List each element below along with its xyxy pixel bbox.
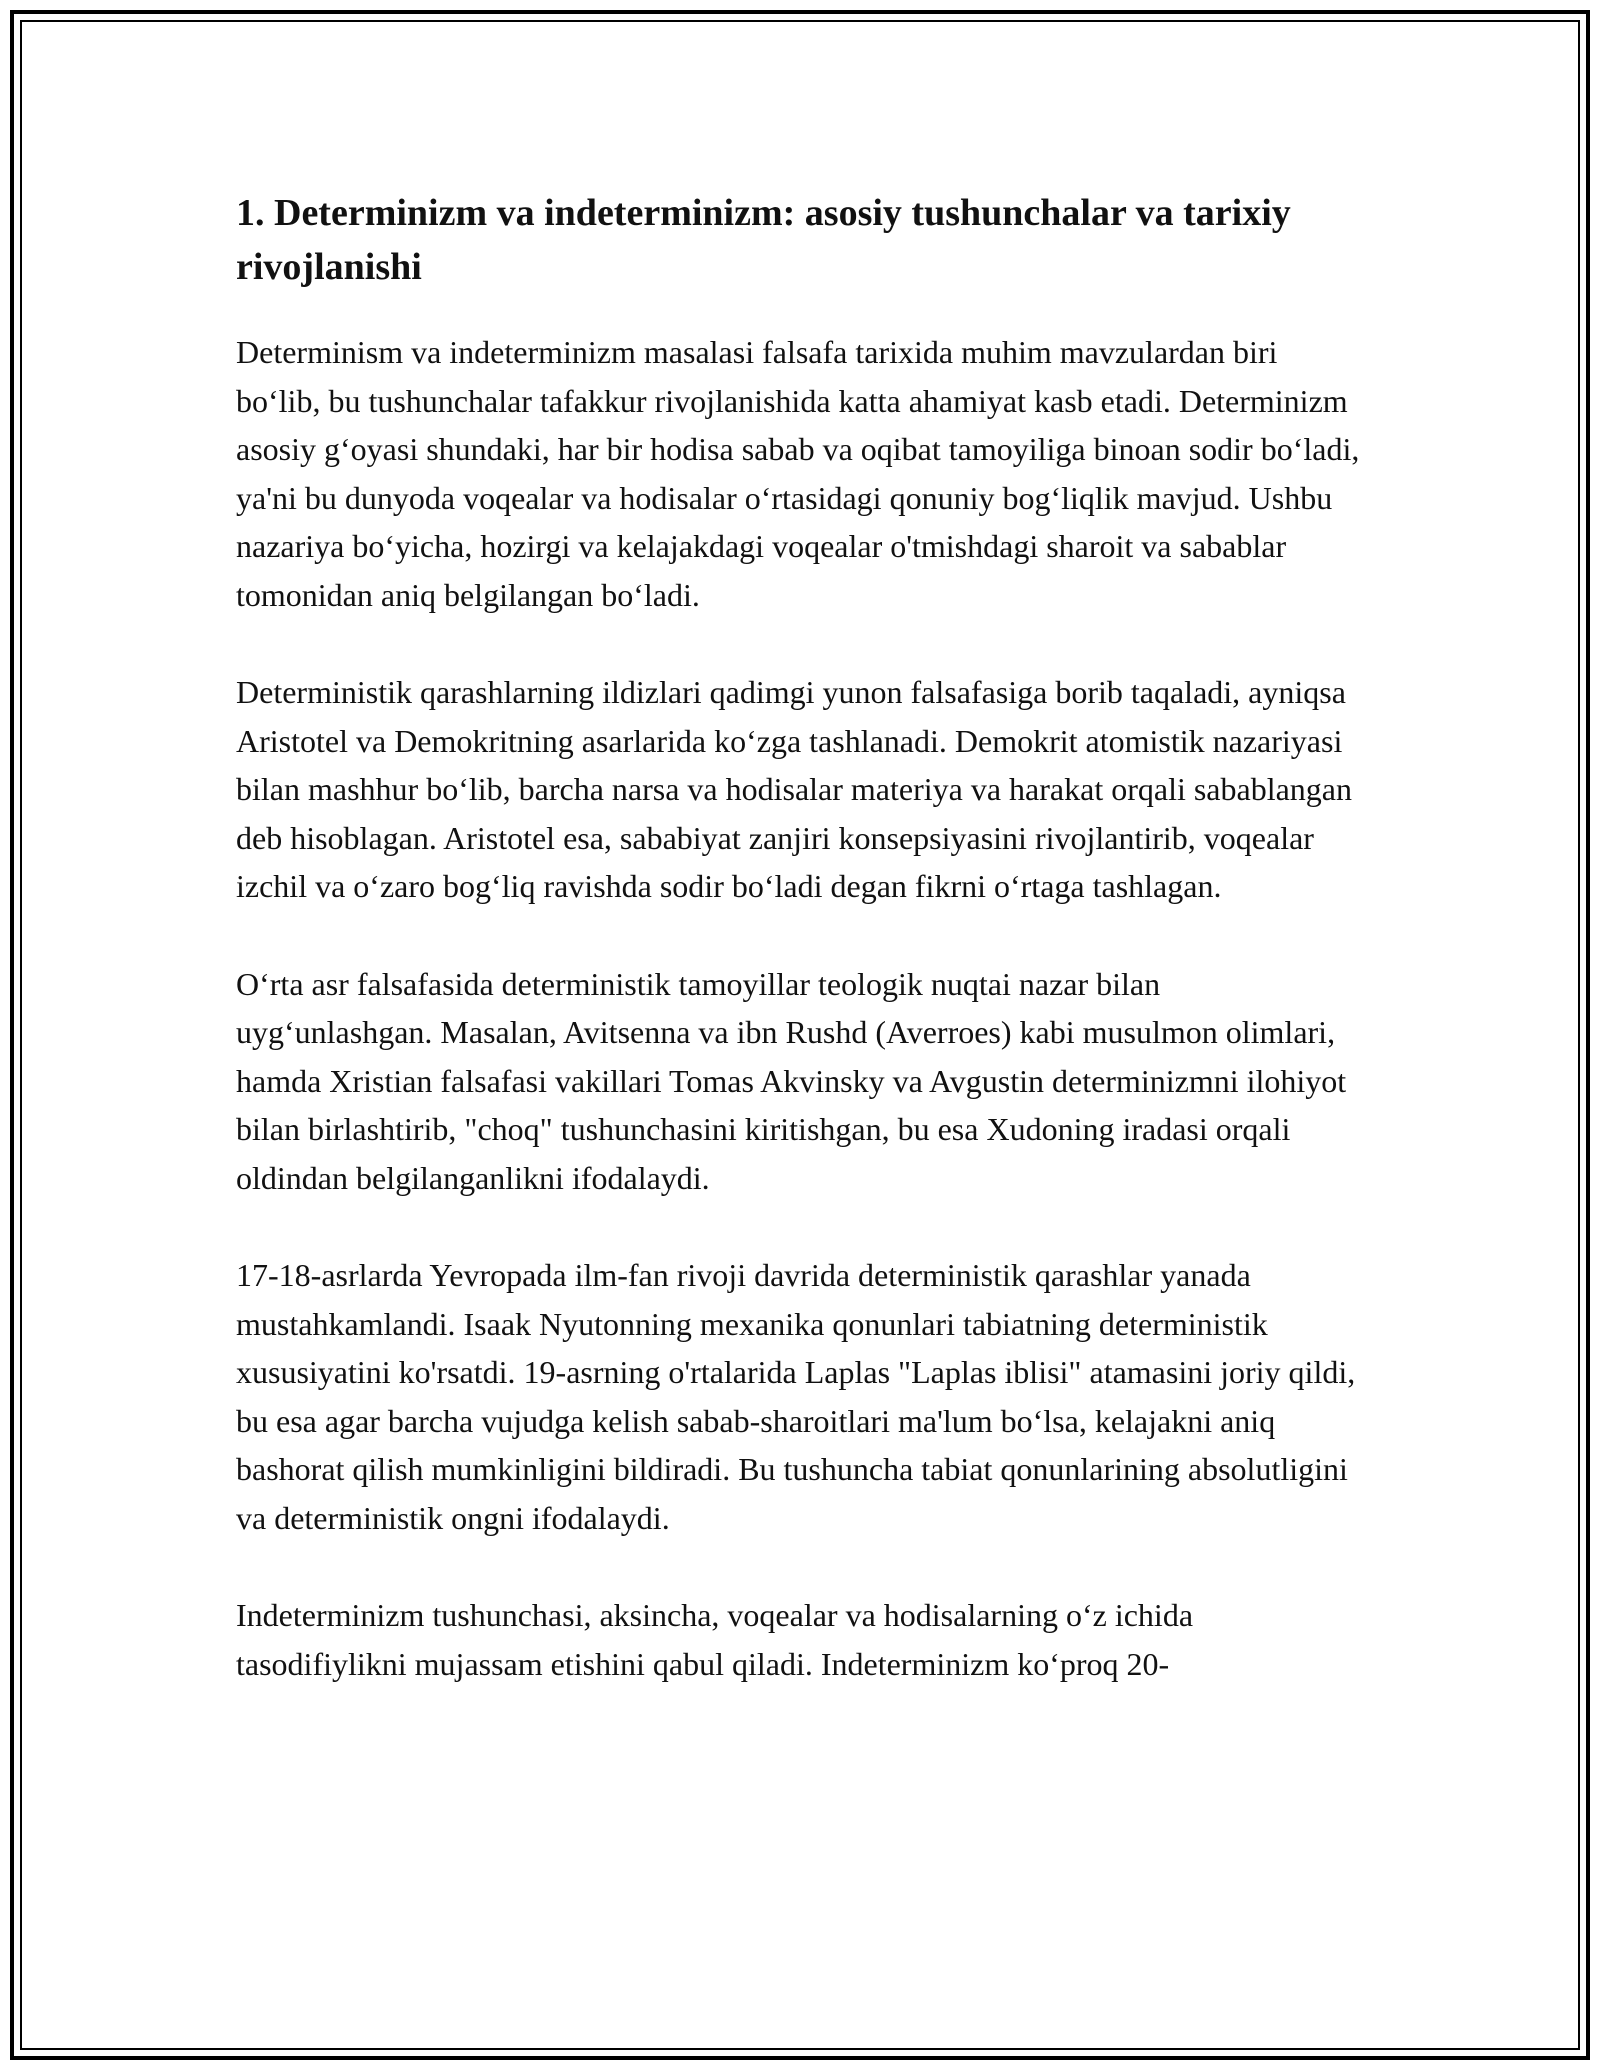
- document-body: [236, 186, 1364, 1737]
- paragraph-2: Deterministik qarashlarning ildizlari qadimgi yunon falsafasiga borib taqaladi, ayniqsa Aristotel va Demokritning asarlarida ko‘zga tashlanadi. Demokrit atomistik nazariyasi bilan mashhur bo‘lib, barcha narsa va hodisalar materiya va harakat orqali sabablangan deb hisoblagan. Aristotel esa, sababiyat zanjiri konsepsiyasini rivojlantirib, voqealar izchil va o‘zaro bog‘liq ravishda sodir bo‘ladi degan fikrni o‘rtaga tashlagan.: [236, 674, 1352, 904]
- section-heading: 1. Determinizm va indeterminizm: asosiy tushunchalar va tarixiy rivojlanishi: [236, 192, 1291, 288]
- paragraph-3: O‘rta asr falsafasida deterministik tamoyillar teologik nuqtai nazar bilan uyg‘unlashgan. Masalan, Avitsenna va ibn Rushd (Averroes) kabi musulmon olimlari, hamda Xristian falsafasi vakillari Tomas Akvinsky va Avgustin determinizmni ilohiyot bilan birlashtirib, "choq" tushunchasini kiritishgan, bu esa Xudoning iradasi orqali oldindan belgilanganlikni ifodalaydi.: [236, 965, 1347, 1196]
- paragraph-5: Indeterminizm tushunchasi, aksincha, voqealar va hodisalarning o‘z ichida tasodifiylikni mujassam etishini qabul qiladi. Indeterminizm ko‘proq 20-: [236, 1597, 1194, 1682]
- paragraph-1: Determinism va indeterminizm masalasi falsafa tarixida muhim mavzulardan biri bo‘lib, bu tushunchalar tafakkur rivojlanishida katta ahamiyat kasb etadi. Determinizm asosiy g‘oyasi shundaki, har bir hodisa sabab va oqibat tamoyiliga binoan sodir bo‘ladi, ya'ni bu dunyoda voqealar va hodisalar o‘rtasidagi qonuniy bog‘liqlik mavjud. Ushbu nazariya bo‘yicha, hozirgi va kelajakdagi voqealar o'tmishdagi sharoit va sabablar tomonidan aniq belgilangan bo‘ladi.: [236, 334, 1360, 613]
- paragraph-4: 17-18-asrlarda Yevropada ilm-fan rivoji davrida deterministik qarashlar yanada mustahkamlandi. Isaak Nyutonning mexanika qonunlari tabiatning deterministik xususiyatini ko'rsatdi. 19-asrning o'rtalarida Laplas "Laplas iblisi" atamasini joriy qildi, bu esa agar barcha vujudga kelish sabab-sharoitlari ma'lum bo‘lsa, kelajakni aniq bashorat qilish mumkinligini bildiradi. Bu tushuncha tabiat qonunlarining absolutligini va deterministik ongni ifodalaydi.: [236, 1257, 1356, 1536]
